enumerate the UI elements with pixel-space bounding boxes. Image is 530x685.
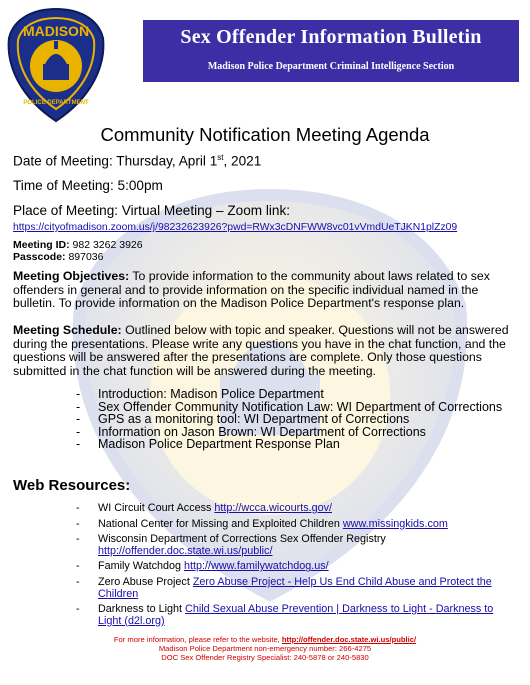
agenda-item: - Sex Offender Community Notification Law: WI Department of Corrections (76, 399, 503, 414)
familywatchdog-link[interactable]: http://www.familywatchdog.us/ (184, 560, 329, 573)
meeting-time: Time of Meeting: 5:00pm (13, 178, 163, 193)
web-resource-item: - National Center for Missing and Exploited Children www.missingkids.com (76, 517, 448, 530)
badge-bottom-text: POLICE DEPARTMENT (23, 100, 89, 106)
footer-line-1: For more information, please refer to the website, http://offender.doc.state.wi.us/public/ (113, 635, 417, 644)
web-resource-item: - Darkness to Light Child Sexual Abuse Prevention | Darkness to Light - Darkness to Light (d2l.org) (76, 603, 494, 627)
meeting-passcode: Passcode: 897036 (13, 251, 104, 263)
meeting-place: Place of Meeting: Virtual Meeting – Zoom link: (13, 203, 291, 218)
footer-line-2: Madison Police Department non-emergency number: 266-4275 (158, 644, 372, 654)
web-resources-heading: Web Resources: (13, 477, 131, 494)
badge-top-text: MADISON (22, 23, 90, 39)
meeting-id: Meeting ID: 982 3262 3926 (13, 239, 143, 251)
zoom-link[interactable]: https://cityofmadison.zoom.us/j/98232623926?pwd=RWx3cDNFWW8vc01vVmdUeTJKN1plZz09 (13, 222, 458, 233)
bulletin-subtitle: Madison Police Department Criminal Intelligence Section (207, 61, 455, 72)
missingkids-link[interactable]: www.missingkids.com (342, 517, 448, 530)
agenda-item: - Madison Police Department Response Plan (76, 437, 340, 451)
agenda-list (76, 387, 518, 451)
agenda-title: Community Notification Meeting Agenda (100, 124, 430, 145)
web-resources-list (76, 502, 518, 631)
agenda-item: - Introduction: Madison Police Department (76, 387, 324, 401)
meeting-objectives: Meeting Objectives: To provide information to the community about laws related to sex offenders in general and to provide information on the specific individual named in the bulletin. To provide information on the Madison Police Department's response plan. (13, 269, 490, 311)
meeting-schedule: Meeting Schedule: Outlined below with topic and speaker. Questions will not be answered during the presentations. Please write any questions you have in the chat function, and the questions will be answered after the presentations are complete. Only those questions submitted in the chat function will be answered during the meeting. (13, 323, 509, 378)
footer-contact (0, 635, 530, 663)
web-resource-item: - Family Watchdog http://www.familywatchdog.us/ (76, 560, 329, 573)
doc-registry-link[interactable]: http://offender.doc.state.wi.us/public/ (98, 544, 273, 557)
web-resource-item: - WI Circuit Court Access http://wcca.wicourts.gov/ (76, 502, 333, 514)
header-banner (143, 20, 519, 82)
wcca-link[interactable]: http://wcca.wicourts.gov/ (214, 502, 333, 514)
footer-line-3: DOC Sex Offender Registry Specialist: 240-5878 or 240-5830 (161, 653, 369, 663)
zero-abuse-link[interactable]: Zero Abuse Project - Help Us End Child Abuse and Protect the Children (98, 575, 492, 600)
darkness-to-light-link[interactable]: Child Sexual Abuse Prevention | Darkness to Light - Darkness to Light (d2l.org) (98, 603, 494, 627)
meeting-date: Date of Meeting: Thursday, April 1st, 2021 (13, 153, 262, 169)
agenda-item: - GPS as a monitoring tool: WI Department of Corrections (76, 412, 410, 426)
web-resource-item: - Wisconsin Department of Corrections Sex Offender Registry http://offender.doc.state.wi.us/public/ (76, 533, 386, 557)
agenda-item: - Information on Jason Brown: WI Department of Corrections (76, 424, 426, 439)
footer-registry-link[interactable]: http://offender.doc.state.wi.us/public/ (281, 635, 417, 644)
web-resource-item: - Zero Abuse Project Zero Abuse Project - Help Us End Child Abuse and Protect the Children (76, 575, 492, 600)
madison-police-badge-logo (6, 6, 106, 124)
bulletin-title: Sex Offender Information Bulletin (180, 26, 482, 48)
